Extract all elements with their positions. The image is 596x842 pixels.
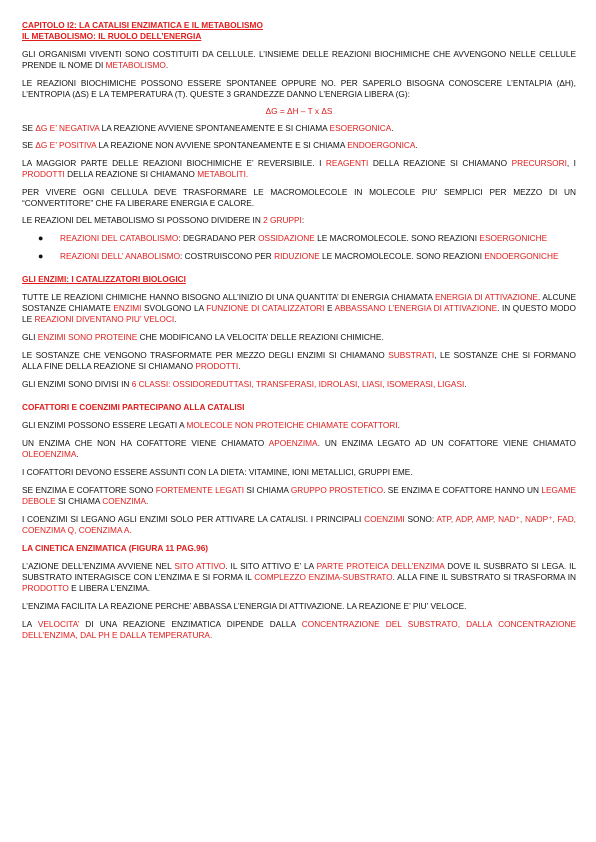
section-title-kinetics: LA CINETICA ENZIMATICA (FIGURA 11 PAG.96)	[22, 543, 209, 553]
paragraph-groups: LE REAZIONI DEL METABOLISMO SI POSSONO DIVIDERE IN 2 GRUPPI:	[22, 215, 305, 225]
paragraph-diet: I COFATTORI DEVONO ESSERE ASSUNTI CON LA DIETA: VITAMINE, IONI METALLICI, GRUPPI EME.	[22, 467, 413, 477]
paragraph-substrates: LE SOSTANZE CHE VENGONO TRASFORMATE PER MEZZO DEGLI ENZIMI SI CHIAMANO SUBSTRATI, LE SOSTANZE CHE SI FORMANO ALLA FINE DELLA REAZIONE SI CHIAMANO PRODOTTI.	[22, 350, 577, 371]
list-item-catabolism: ● REAZIONI DEL CATABOLISMO: DEGRADANO PER OSSIDAZIONE LE MACROMOLECOLE. SONO REAZIONI ESOERGONICHE	[38, 233, 548, 243]
paragraph-spontaneous: LE REAZIONI BIOCHIMICHE POSSONO ESSERE SPONTANEE OPPURE NO. PER SAPERLO BISOGNA CONOSCERE L’ENTALPIA (ΔH), L’ENTROPIA (ΔS) E LA TEMPERATURA (T). QUESTE 3 GRANDEZZE DANNO L’ENERGIA LIBERA (G):	[22, 78, 576, 99]
section-title-enzymes: GLI ENZIMI: I CATALIZZATORI BIOLOGICI	[22, 274, 186, 284]
paragraph-prosthetic: SE ENZIMA E COFATTORE SONO FORTEMENTE LEGATI SI CHIAMA GRUPPO PROSTETICO. SE ENZIMA E COFATTORE HANNO UN LEGAME DEBOLE SI CHIAMA COENZIMA.	[22, 485, 576, 506]
paragraph-converter: PER VIVERE OGNI CELLULA DEVE TRASFORMARE LE MACROMOLECOLE IN MOLECOLE PIU’ SEMPLICI PER MEZZO DI UN “CONVERTITORE” CHE FA LIBERARE ENERGIA E CALORE.	[22, 187, 576, 208]
paragraph-reversible: LA MAGGIOR PARTE DELLE REAZIONI BIOCHIMICHE E’ REVERSIBILE. I REAGENTI DELLA REAZIONE SI CHIAMANO PRECURSORI, I PRODOTTI DELLA REAZIONE SI CHIAMANO METABOLITI.	[22, 158, 576, 179]
section-title-cofactors: COFATTORI E COENZIMI PARTECIPANO ALLA CATALISI	[22, 402, 245, 412]
list-item-anabolism: ● REAZIONI DELL’ ANABOLISMO: COSTRUISCONO PER RIDUZIONE LE MACROMOLECOLE. SONO REAZIONI ENDOERGONICHE	[38, 251, 559, 261]
chapter-title: CAPITOLO I2: LA CATALISI ENZIMATICA E IL METABOLISMO	[22, 20, 263, 30]
paragraph-velocity: LA VELOCITA’ DI UNA REAZIONE ENZIMATICA DIPENDE DALLA CONCENTRAZIONE DEL SUBSTRATO, DALLA CONCENTRAZIONE DELL’ENZIMA, DAL PH E DALLA TEMPERATURA.	[22, 619, 576, 640]
paragraph-classes: GLI ENZIMI SONO DIVISI IN 6 CLASSI: OSSIDOREDUTTASI, TRANSFERASI, IDROLASI, LIASI, ISOMERASI, LIGASI.	[22, 379, 467, 389]
paragraph-active-site: L’AZIONE DELL’ENZIMA AVVIENE NEL SITO ATTIVO. IL SITO ATTIVO E’ LA PARTE PROTEICA DELL’ENZIMA DOVE IL SUSBRATO SI LEGA. IL SUBSTRATO INTERAGISCE CON L’ENZIMA E SI FORMA IL COMPLEZZO ENZIMA-SUBSTRATO. ALLA FINE IL SUBSTRATO SI TRASFORMA IN PRODOTTO E LIBERA L’ENZIMA.	[22, 561, 577, 593]
bullet-icon: ●	[38, 251, 44, 261]
paragraph-apoenzyme: UN ENZIMA CHE NON HA COFATTORE VIENE CHIAMATO APOENZIMA. UN ENZIMA LEGATO AD UN COFATTORE VIENE CHIAMATO OLEOENZIMA.	[22, 438, 576, 459]
paragraph-cofactors: GLI ENZIMI POSSONO ESSERE LEGATI A MOLECOLE NON PROTEICHE CHIAMATE COFATTORI.	[22, 420, 400, 430]
paragraph-enzymes-proteins: GLI ENZIMI SONO PROTEINE CHE MODIFICANO LA VELOCITA’ DELLE REAZIONI CHIMICHE.	[22, 332, 384, 342]
paragraph-cells: GLI ORGANISMI VIVENTI SONO COSTITUITI DA CELLULE. L’INSIEME DELLE REAZIONI BIOCHIMICHE CHE AVVENGONO NELLE CELLULE PRENDE IL NOME DI METABOLISMO.	[22, 49, 576, 70]
paragraph-coenzymes: I COENZIMI SI LEGANO AGLI ENZIMI SOLO PER ATTIVARE LA CATALISI. I PRINCIPALI COENZIMI SONO: ATP, ADP, AMP, NAD⁺, NADP⁺, FAD, COENZIMA Q, COENZIMA A.	[22, 514, 576, 535]
section-title-metabolism: IL METABOLISMO: IL RUOLO DELL’ENERGIA	[22, 31, 202, 41]
paragraph-positive: SE ΔG E’ POSITIVA LA REAZIONE NON AVVIENE SPONTANEAMENTE E SI CHIAMA ENDOERGONICA.	[22, 140, 418, 150]
paragraph-faster: L’ENZIMA FACILITA LA REAZIONE PERCHE’ ABBASSA L’ENERGIA DI ATTIVAZIONE. LA REAZIONE E’ PIU’ VELOCE.	[22, 601, 467, 611]
bullet-icon: ●	[38, 233, 44, 243]
paragraph-negative: SE ΔG E’ NEGATIVA LA REAZIONE AVVIENE SPONTANEAMENTE E SI CHIAMA ESOERGONICA.	[22, 123, 394, 133]
formula-gibbs: ΔG = ΔH – T x ΔS	[265, 106, 333, 116]
paragraph-activation-energy: TUTTE LE REAZIONI CHIMICHE HANNO BISOGNO ALL’INIZIO DI UNA QUANTITA’ DI ENERGIA CHIAMATA ENERGIA DI ATTIVAZIONE. ALCUNE SOSTANZE CHIAMATE ENZIMI SVOLGONO LA FUNZIONE DI CATALIZZATORI E ABBASSANO L’ENERGIA DI ATTIVAZIONE. IN QUESTO MODO LE REAZIONI DIVENTANO PIU’ VELOCI.	[22, 292, 577, 324]
